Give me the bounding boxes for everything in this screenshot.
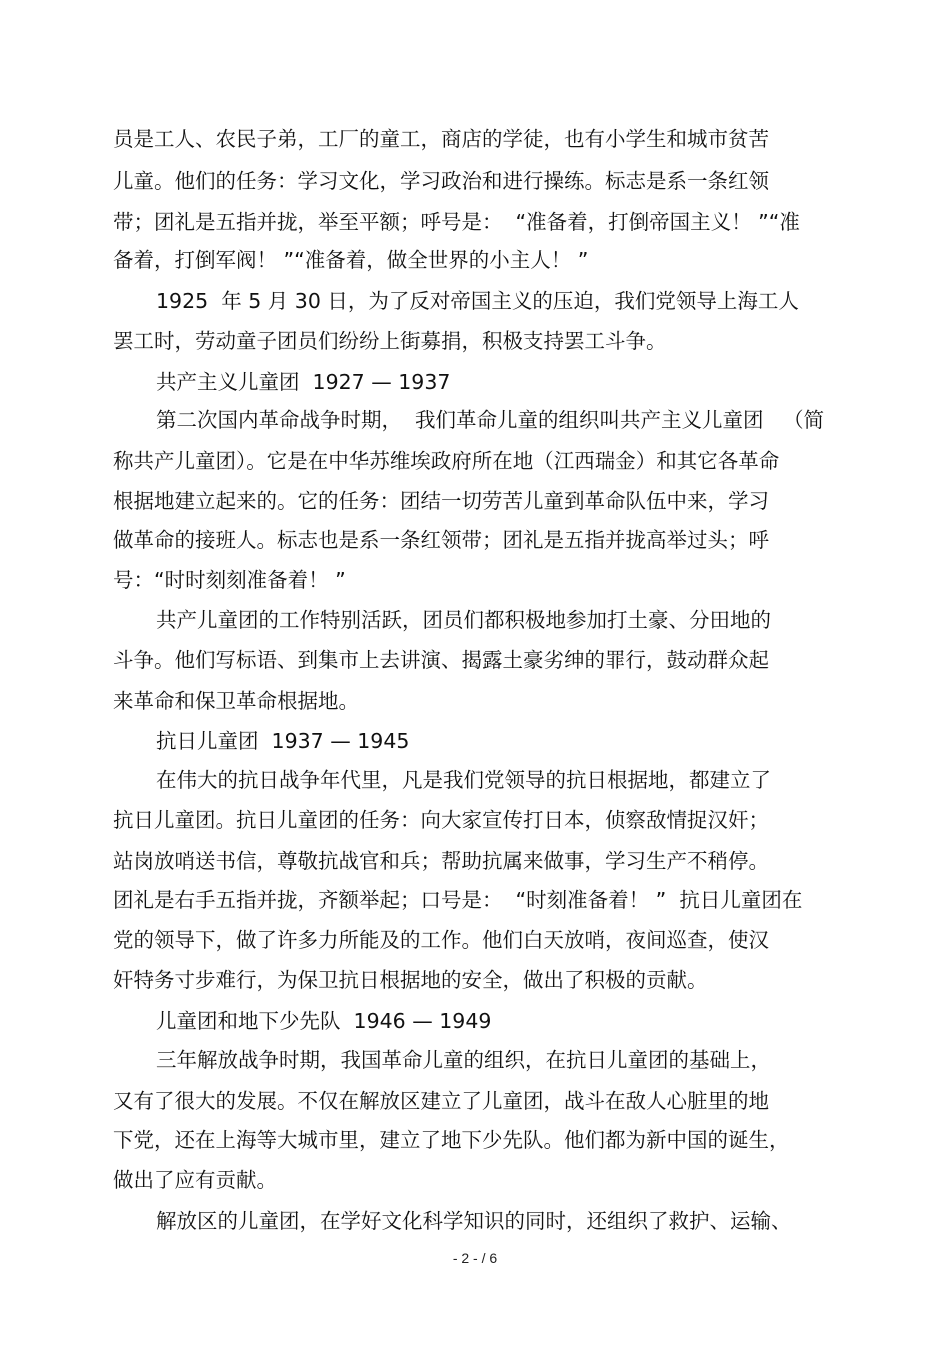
text-line: 三年解放战争时期，我国革命儿童的组织，在抗日儿童团的基础上，: [156, 1048, 771, 1072]
text-line: 团礼是右手五指并拢，齐额举起；口号是： “时刻准备着！ ” 抗日儿童团在: [113, 888, 803, 912]
section-heading: 儿童团和地下少先队 1946 — 1949: [156, 1009, 492, 1033]
section-heading: 抗日儿童团 1937 — 1945: [156, 729, 410, 753]
text-line: 做出了应有贡献。: [113, 1168, 277, 1192]
text-line: 第二次国内革命战争时期， 我们革命儿童的组织叫共产主义儿童团 （简: [156, 408, 825, 432]
text-line: 解放区的儿童团，在学好文化科学知识的同时，还组织了救护、运输、: [156, 1209, 792, 1233]
text-line: 下党，还在上海等大城市里，建立了地下少先队。他们都为新中国的诞生，: [113, 1128, 790, 1152]
text-line: 奸特务寸步难行，为保卫抗日根据地的安全，做出了积极的贡献。: [113, 968, 708, 992]
text-line: 带；团礼是五指并拢，举至平额；呼号是： “准备着，打倒帝国主义！ ”“准: [113, 210, 800, 234]
text-line: 共产儿童团的工作特别活跃，团员们都积极地参加打土豪、分田地的: [156, 608, 771, 632]
text-line: 称共产儿童团）。它是在中华苏维埃政府所在地（江西瑞金）和其它各革命: [113, 449, 780, 473]
text-line: 儿童。他们的任务：学习文化，学习政治和进行操练。标志是系一条红领: [113, 169, 769, 193]
text-line: 罢工时，劳动童子团员们纷纷上街募捐，积极支持罢工斗争。: [113, 329, 667, 353]
text-line: 在伟大的抗日战争年代里，凡是我们党领导的抗日根据地，都建立了: [156, 768, 771, 792]
text-line: 党的领导下，做了许多力所能及的工作。他们白天放哨，夜间巡查，使汉: [113, 928, 769, 952]
text-line: 来革命和保卫革命根据地。: [113, 689, 359, 713]
text-line: 1925 年 5 月 30 日，为了反对帝国主义的压迫，我们党领导上海工人: [156, 289, 799, 313]
section-heading: 共产主义儿童团 1927 — 1937: [156, 370, 451, 394]
page-number: - 2 - / 6: [452, 1250, 498, 1266]
text-line: 站岗放哨送书信，尊敬抗战官和兵；帮助抗属来做事，学习生产不稍停。: [113, 849, 769, 873]
text-line: 斗争。他们写标语、到集市上去讲演、揭露土豪劣绅的罪行，鼓动群众起: [113, 648, 769, 672]
text-line: 号：“时时刻刻准备着！ ”: [113, 568, 346, 592]
text-line: 根据地建立起来的。它的任务：团结一切劳苦儿童到革命队伍中来，学习: [113, 489, 769, 513]
text-line: 员是工人、农民子弟，工厂的童工，商店的学徒，也有小学生和城市贫苦: [113, 127, 769, 151]
text-line: 做革命的接班人。标志也是系一条红领带；团礼是五指并拢高举过头；呼: [113, 528, 769, 552]
text-line: 抗日儿童团。抗日儿童团的任务：向大家宣传打日本，侦察敌情捉汉奸；: [113, 808, 769, 832]
text-line: 又有了很大的发展。不仅在解放区建立了儿童团，战斗在敌人心脏里的地: [113, 1089, 769, 1113]
text-line: 备着，打倒军阀！ ”“准备着，做全世界的小主人！ ”: [113, 248, 589, 272]
